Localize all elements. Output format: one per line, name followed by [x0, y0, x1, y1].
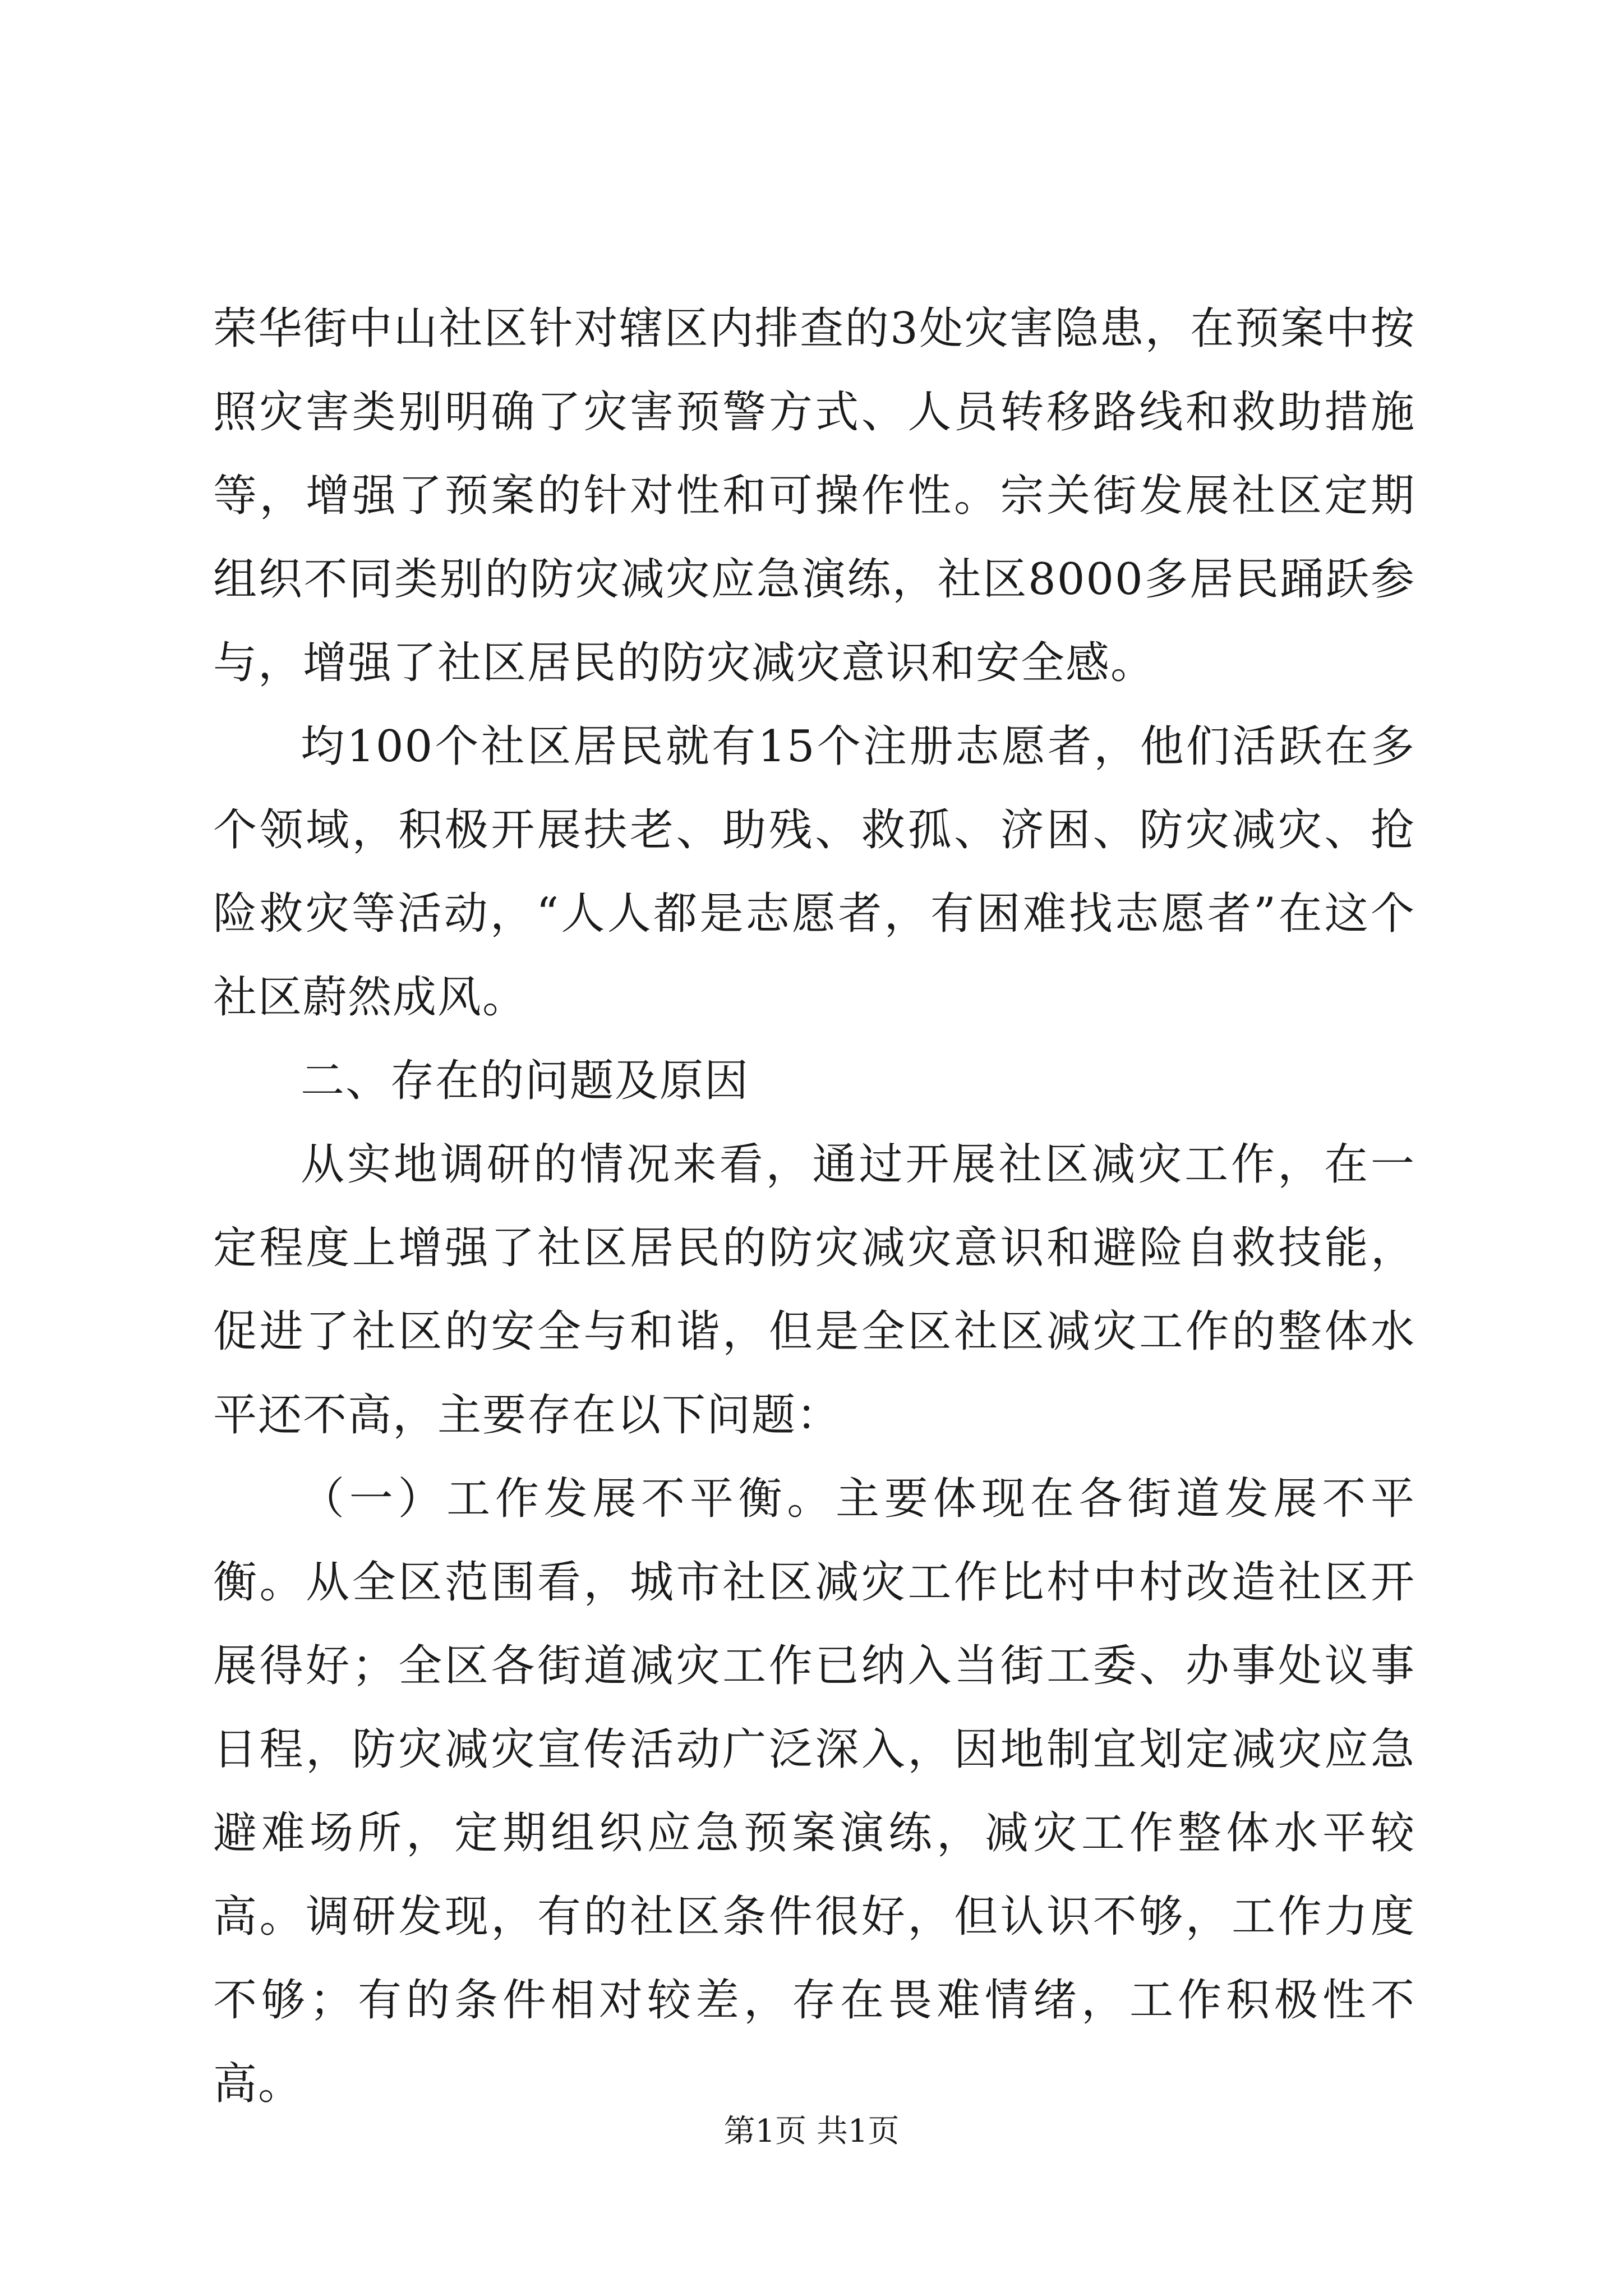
paragraph-imbalance: （一）工作发展不平衡。主要体现在各街道发展不平衡。从全区范围看，城市社区减灾工作比村中村改造社区开展得好；全区各街道减灾工作已纳入当街工委、办事处议事日程，防灾减灾宣传活动广泛深入，因地制宜划定减灾应急避难场所，定期组织应急预案演练，减灾工作整体水平较高。调研发现，有的社区条件很好，但认识不够，工作力度不够；有的条件相对较差，存在畏难情绪，工作积极性不高。: [213, 1474, 1415, 2109]
page-footer: 第1页 共1页: [723, 2113, 900, 2150]
paragraph-volunteers: 均100个社区居民就有15个注册志愿者，他们活跃在多个领域，积极开展扶老、助残、救孤、济困、防灾减灾、抢险救灾等活动，“人人都是志愿者，有困难找志愿者”在这个社区蔚然成风。: [213, 721, 1415, 1023]
paragraph-continuation: 荣华街中山社区针对辖区内排查的3处灾害隐患，在预案中按照灾害类别明确了灾害预警方式、人员转移路线和救助措施等，增强了预案的针对性和可操作性。宗关街发展社区定期组织不同类别的防灾减灾应急演练，社区8000多居民踊跃参与，增强了社区居民的防灾减灾意识和安全感。: [213, 303, 1415, 688]
paragraph-survey-findings: 从实地调研的情况来看，通过开展社区减灾工作，在一定程度上增强了社区居民的防灾减灾意识和避险自救技能，促进了社区的安全与和谐，但是全区社区减灾工作的整体水平还不高，主要存在以下问题：: [213, 1139, 1415, 1441]
section-heading: 二、存在的问题及原因: [301, 1056, 750, 1106]
document-body: [213, 287, 1415, 2126]
